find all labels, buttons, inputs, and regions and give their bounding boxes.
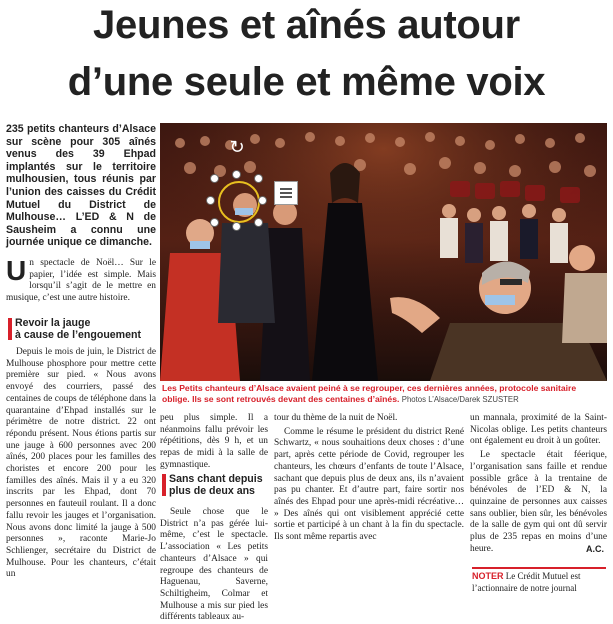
column-2-top (160, 413, 268, 472)
headline (0, 0, 613, 106)
dropcap: U (6, 255, 27, 286)
lead-paragraph: 235 petits chanteurs d’Alsace sur scène pour 305 aînés venus des 39 Ehpad implantés sur le territoire mulhousien, tous réunis par l’union des caisses du Crédit Mutuel du District de Mulhouse… L’ED & N de Sausheim a connu une journée unique ce dimanche. (6, 123, 156, 249)
resize-handle-w[interactable] (206, 196, 215, 205)
resize-handle-s[interactable] (232, 222, 241, 231)
subhead-2-line-1: Sans chant depuis (169, 473, 263, 485)
column-2-bottom-text: Seule chose que le District n’a pas gérée lui-même, c’est le spectacle. L’association « Les petits chanteurs d’Alsace » qui regroupe des chanteurs de Haguenau, Saverne, Schiltigheim, Colmar et Mulhouse a mis sur pied les différents tableaux au- (160, 507, 268, 623)
subhead-1-line-1: Revoir la jauge (15, 317, 91, 329)
column-2-top-text: peu plus simple. Il a néanmoins fallu prévoir les répétitions, dès 9 h, et un repas de midi à la salle de gymnastique. (160, 413, 268, 470)
column-1-text: Depuis le mois de juin, le District de Mulhouse phosphore pour mettre cette première sur pied. « Nous avons envoyé des courriers, passé des centaines de coups de téléphone dans la quarantaine d’Ehpad installés sur le périmètre de notre district. 22 ont répondu présent. Nous étions partis sur une jauge à 600 personnes avec 200 aînés, 200 places pour les familles des choristes et encore 200 pour les familles des aînés. Mais il y a eu 320 inscrits par les Ehpad, dont 70 personnes en fauteuil roulant. Il a donc fallu revoir les jauges et l’organisation. Nous avons donc limité la jauge à 500 personnes », raconte Marie-Jo Schlienger, secrétaire du District de Mulhouse. Pour les chanteurs, c’était un (6, 347, 156, 580)
column-3-text: Comme le résume le président du district René Schwartz, « nous souhaitions deux choses : d’une part, après cette période de Covid, regrouper les chanteurs, les chœurs d’enfants de toute l’Alsace, sachant que depuis plus de deux ans, ils n’avaient pas pu chanter. Et d’autre part, faire sortir nos aînés des Ehpad pour une après-midi récréative… » Des aînés qui ont visiblement apprécié cette sortie et participé à un chant à la fin du spectacle. Ils sont même repartis avec (274, 426, 464, 543)
resize-handle-ne[interactable] (254, 174, 263, 183)
headline-line-2: d’une seule et même voix (67, 60, 546, 104)
subhead-2-line-2: plus de deux ans (169, 485, 255, 497)
resize-handle-sw[interactable] (210, 218, 219, 227)
subhead-sans-chant (162, 473, 275, 497)
column-3-top-text: tour du thème de la nuit de Noël. (274, 413, 398, 423)
intro-text: n spectacle de Noël… Sur le papier, l’idée est simple. Mais lorsqu’il s’agit de le mettre en musique, c’est une autre histoire. (6, 258, 156, 304)
concert-photo[interactable] (160, 123, 607, 381)
headline-line-1: Jeunes et aînés autour (93, 3, 520, 47)
note-text: Le Crédit Mutuel est l’actionnaire de notre journal (472, 571, 581, 593)
subhead-revoir-jauge (8, 317, 165, 341)
column-2-bottom (160, 507, 268, 624)
resize-handle-nw[interactable] (210, 174, 219, 183)
intro-paragraph (6, 255, 156, 305)
selection-circle[interactable] (218, 181, 260, 223)
layout-options-icon[interactable] (274, 181, 298, 205)
photo-scene (160, 123, 607, 381)
column-4 (470, 413, 607, 555)
column-4-top-text: un mannala, proximité de la Saint-Nicolas oblige. Les petits chanteurs ont également eu droit à un goûter. (470, 413, 607, 447)
author-signoff: A.C. (586, 544, 604, 554)
resize-handle-n[interactable] (232, 170, 241, 179)
resize-handle-se[interactable] (254, 218, 263, 227)
column-1 (6, 347, 156, 581)
column-4-text: Le spectacle était féerique, l’organisation sans faille et rendue possible grâce à la trentaine de bénévoles de l’ED & N, la quinzaine de personnes aux caisses sans oublier, bien sûr, les bénévoles de la salle de gym qui ont dû servir plus de 235 repas en moins d’une heure. (470, 450, 607, 554)
noter-box (472, 567, 606, 594)
note-label: NOTER (472, 571, 504, 581)
resize-handle-e[interactable] (258, 196, 267, 205)
caption-text: Les Petits chanteurs d’Alsace avaient peiné à se regrouper, ces dernières années, protocole sanitaire oblige. Ils se sont retrouvés devant des centaines d’aînés. (162, 383, 577, 404)
subhead-1-line-2: à cause de l’engouement (15, 329, 141, 341)
photo-caption (162, 383, 606, 405)
column-3 (274, 413, 464, 544)
rotate-handle-icon[interactable]: ↻ (229, 137, 245, 158)
photo-credit: Photos L’Alsace/Darek SZUSTER (401, 395, 519, 404)
